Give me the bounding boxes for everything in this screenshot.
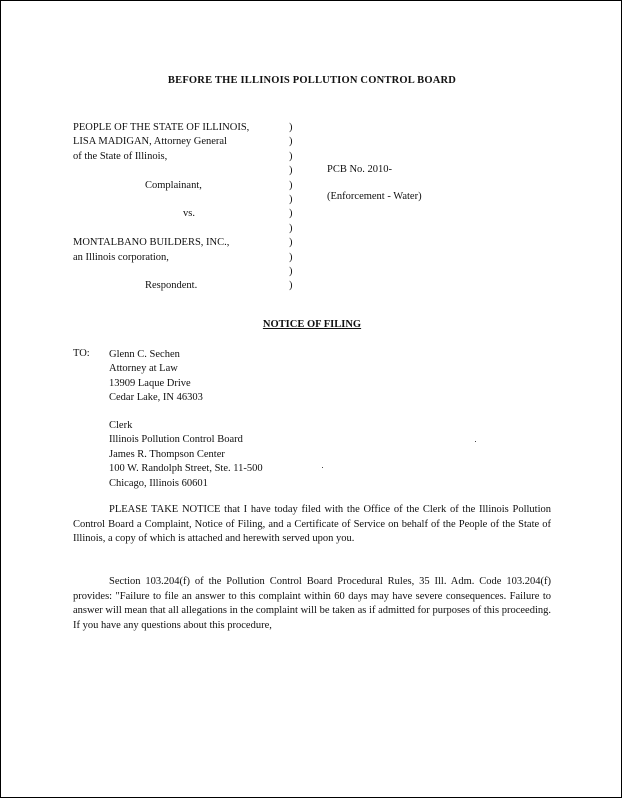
complainant-label: Complainant, (145, 179, 202, 191)
board-heading: BEFORE THE ILLINOIS POLLUTION CONTROL BOARD (167, 75, 457, 86)
case-number: PCB No. 2010- (327, 164, 393, 175)
defendant-line: an Illinois corporation, (73, 251, 169, 263)
plaintiff-line: of the State of Illinois, (73, 150, 168, 162)
address-line: Chicago, Illinois 60601 (109, 477, 208, 489)
recipient-address (109, 348, 203, 406)
case-info (327, 164, 422, 202)
address-line: James R. Thompson Center (109, 448, 225, 460)
paren: ) (289, 251, 293, 263)
scan-speck (475, 441, 476, 442)
caption-bracket (289, 121, 293, 294)
paren: ) (289, 280, 293, 292)
plaintiff-line: LISA MADIGAN, Attorney General (73, 136, 227, 148)
address-line: 13909 Laque Drive (109, 377, 191, 389)
paren: ) (289, 222, 293, 234)
paren: ) (289, 193, 293, 205)
versus-label: vs. (183, 208, 195, 220)
defendant-line: MONTALBANO BUILDERS, INC., (73, 237, 230, 249)
respondent-label: Respondent. (145, 280, 198, 292)
address-line: Attorney at Law (109, 363, 178, 375)
paragraph-text: Section 103.204(f) of the Pollution Control Board Procedural Rules, 35 Ill. Adm. Code 103.204(f) provides: "Failure to file an answer to this complaint within 60 days may have severe consequences. Failure to answer will mean that all allegations in the complaint will be taken as if admitted for purposes of this proceeding. If you have any questions about this procedure, (73, 576, 551, 631)
paren: ) (289, 165, 293, 177)
paren: ) (289, 136, 293, 148)
recipient-address (109, 419, 263, 491)
to-label: TO: (73, 348, 90, 359)
address-line: Illinois Pollution Control Board (109, 434, 243, 446)
paren: ) (289, 265, 293, 277)
address-line: Cedar Lake, IN 46303 (109, 392, 203, 404)
address-line: Clerk (109, 420, 133, 431)
notice-paragraph (73, 503, 551, 547)
paren: ) (289, 122, 293, 133)
paren: ) (289, 208, 293, 220)
paragraph-text: PLEASE TAKE NOTICE that I have today filed with the Office of the Clerk of the Illinois Pollution Control Board a Complaint, Notice of Filing, and a Certificate of Service on behalf of the People of the State of Illinois, a copy of which is attached and herewith served upon you. (73, 504, 551, 544)
plaintiff-line: PEOPLE OF THE STATE OF ILLINOIS, (73, 122, 250, 133)
notice-title: NOTICE OF FILING (262, 319, 362, 330)
paren: ) (289, 179, 293, 191)
scan-speck (322, 467, 323, 468)
rules-paragraph (73, 575, 551, 633)
address-line: Glenn C. Sechen (109, 349, 180, 360)
paren: ) (289, 237, 293, 249)
caption-parties (73, 121, 293, 294)
paren: ) (289, 150, 293, 162)
case-type: (Enforcement - Water) (327, 191, 422, 202)
address-line: 100 W. Randolph Street, Ste. 11-500 (109, 463, 263, 475)
